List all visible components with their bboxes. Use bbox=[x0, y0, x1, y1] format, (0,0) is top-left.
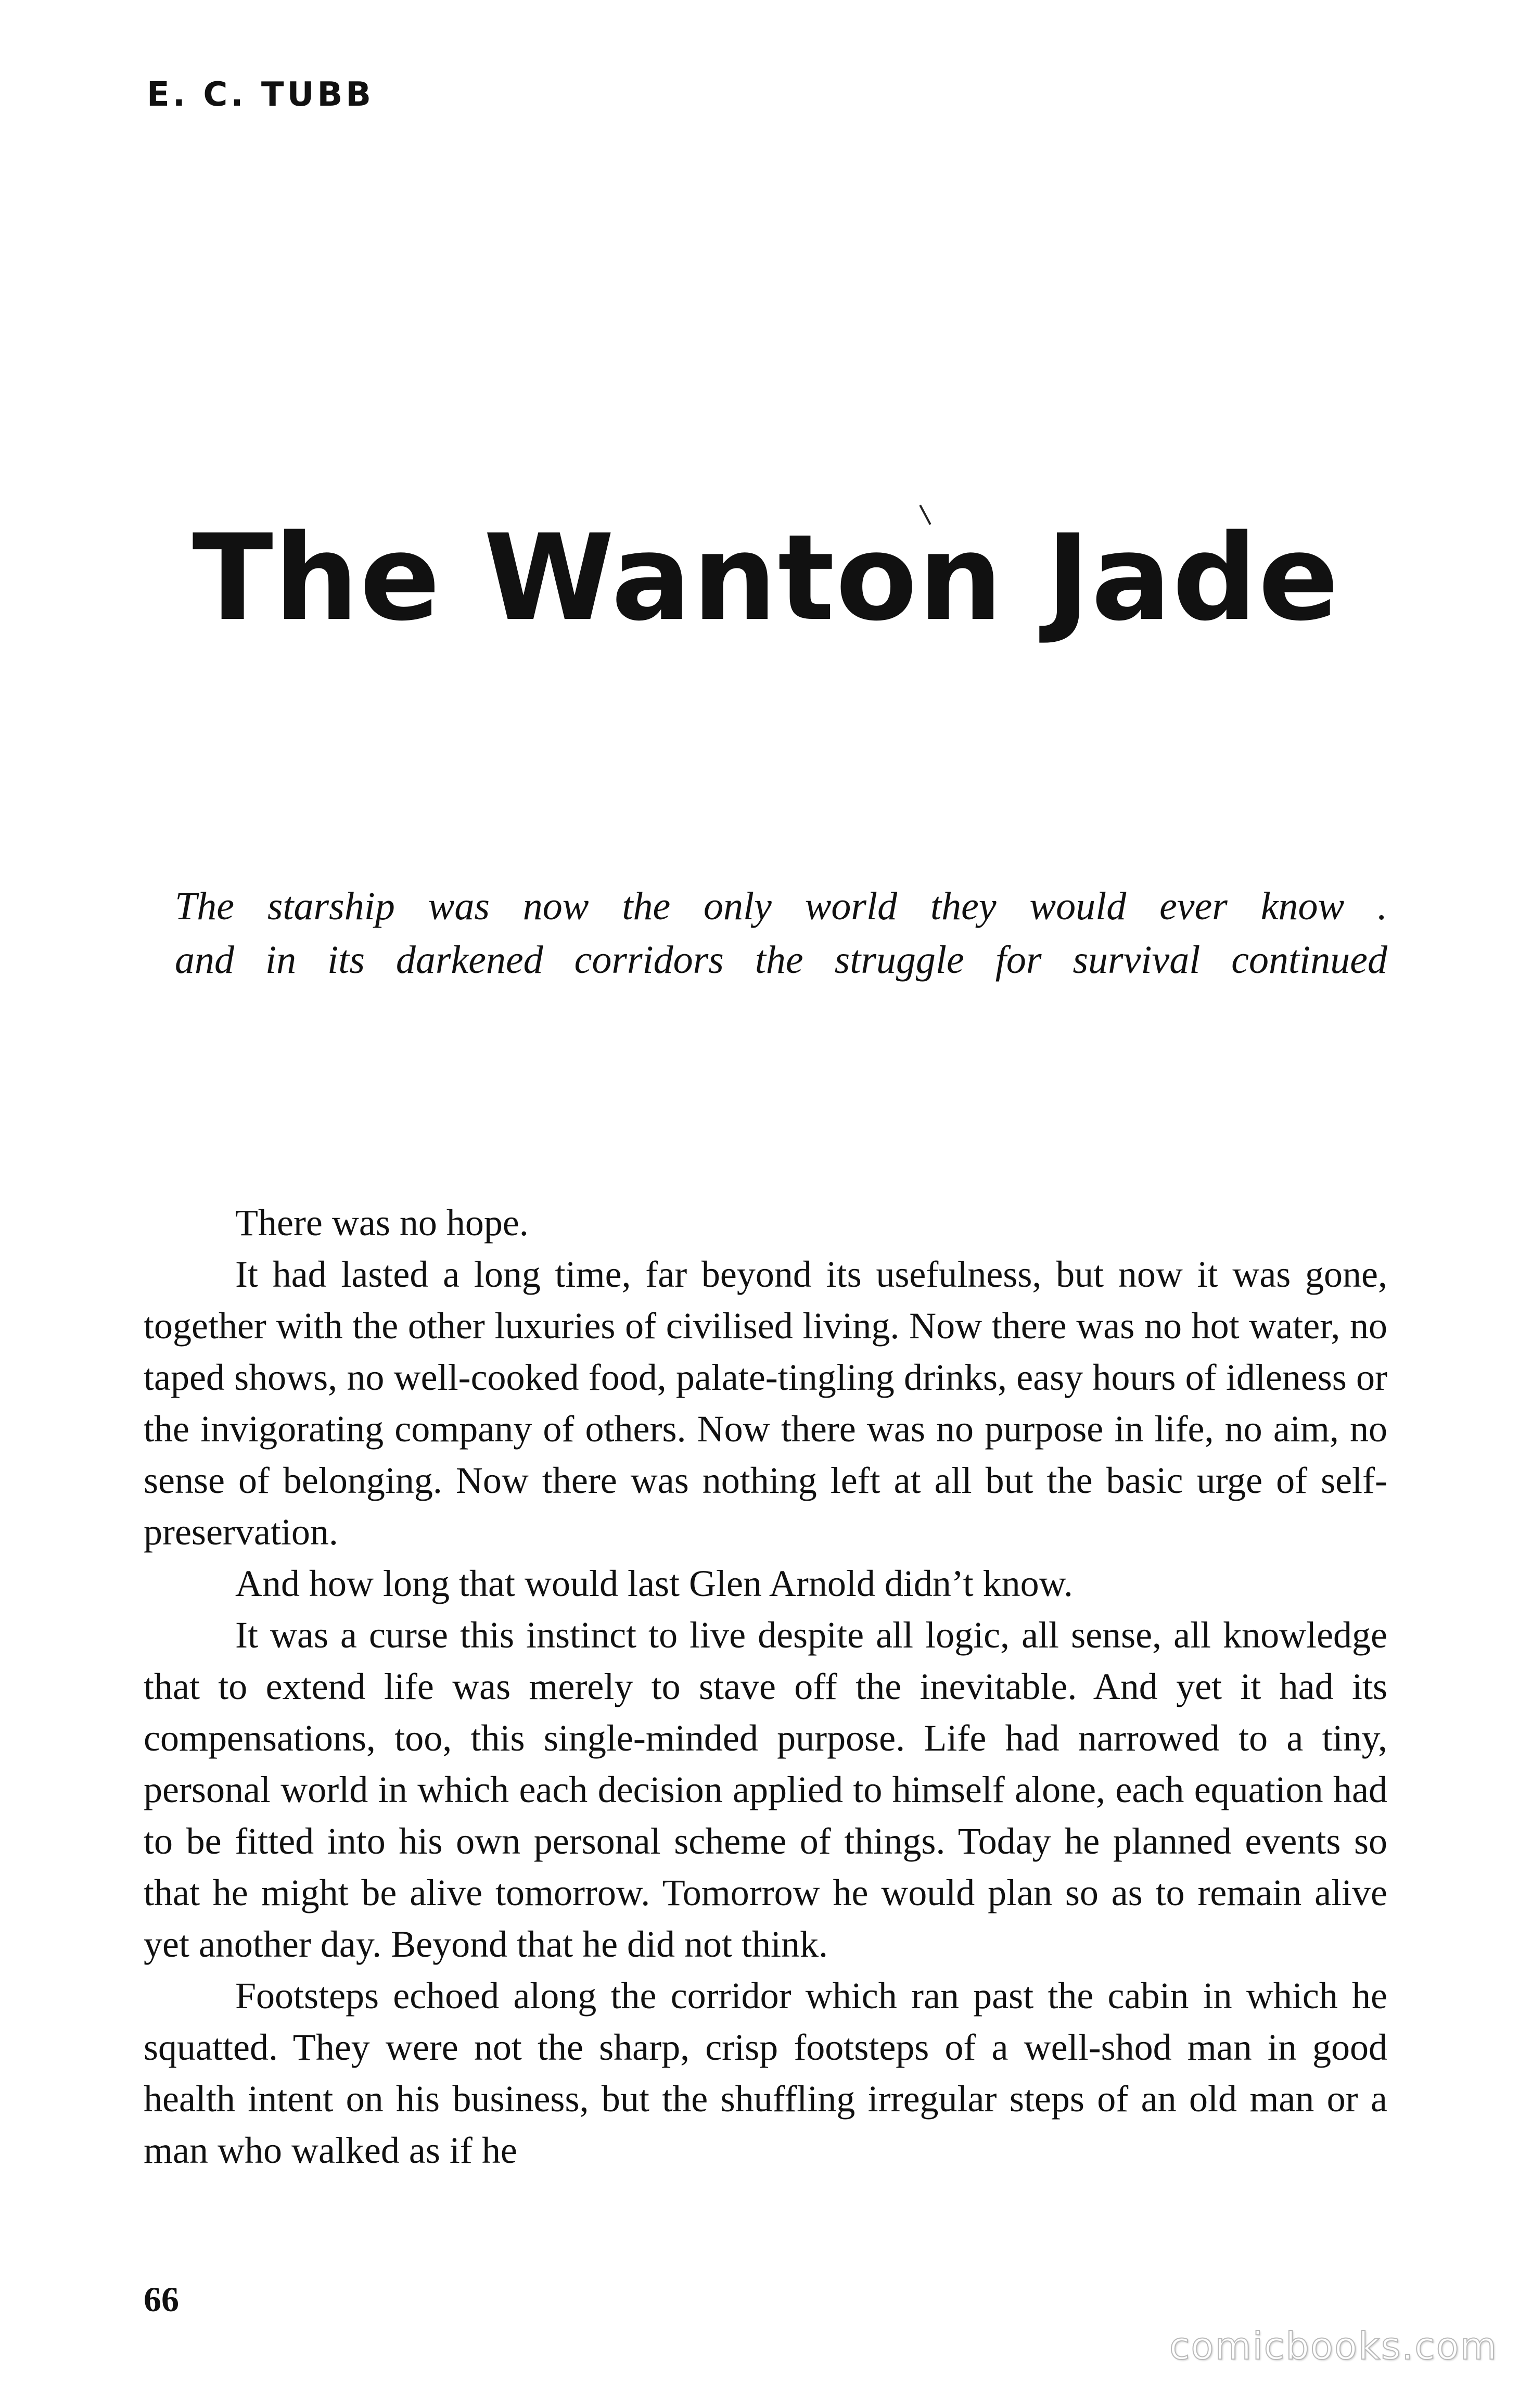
paragraph-4: It was a curse this instinct to live despite all logic, all sense, all knowledge that to extend life was merely to stave off the inevitable. And yet it had its compensations, too, this single-minded purpose. Life had narrowed to a tiny, personal world in which each decision applied to himself alone, each equation had to be fitted into his own personal scheme of things. Today he planned events so that he might be alive tomorrow. Tomorrow he would plan so as to remain alive yet another day. Beyond that he did not think. bbox=[144, 1614, 1387, 1965]
story-title: The Wanton Jade bbox=[192, 509, 1340, 647]
paragraph-3: And how long that would last Glen Arnold didn’t know. bbox=[235, 1563, 1073, 1604]
site-watermark: comicbooks.com bbox=[1169, 2324, 1498, 2368]
blurb-line-2: and in its darkened corridors the struggle for survival continued bbox=[175, 938, 1387, 982]
page-number: 66 bbox=[144, 2279, 179, 2319]
paragraph-2: It had lasted a long time, far beyond its usefulness, but now it was gone, together with the other luxuries of civilised living. Now there was no hot water, no taped shows, no well-cooked food, palate-tingling drinks, easy hours of idleness or the invigorating company of others. Now there was no purpose in life, no aim, no sense of belonging. Now there was nothing left at all but the basic urge of self-preservation. bbox=[144, 1253, 1387, 1553]
story-blurb bbox=[175, 880, 1387, 987]
blurb-line-1: The starship was now the only world they would ever know . bbox=[175, 884, 1387, 928]
paragraph-5: Footsteps echoed along the corridor which ran past the cabin in which he squatted. They were not the sharp, crisp footsteps of a well-shod man in good health intent on his business, but the shuffling irregular steps of an old man or a man who walked as if he bbox=[144, 1975, 1387, 2171]
story-body bbox=[144, 1197, 1387, 2176]
paragraph-1: There was no hope. bbox=[235, 1202, 529, 1244]
author-name: E. C. TUBB bbox=[147, 75, 375, 114]
